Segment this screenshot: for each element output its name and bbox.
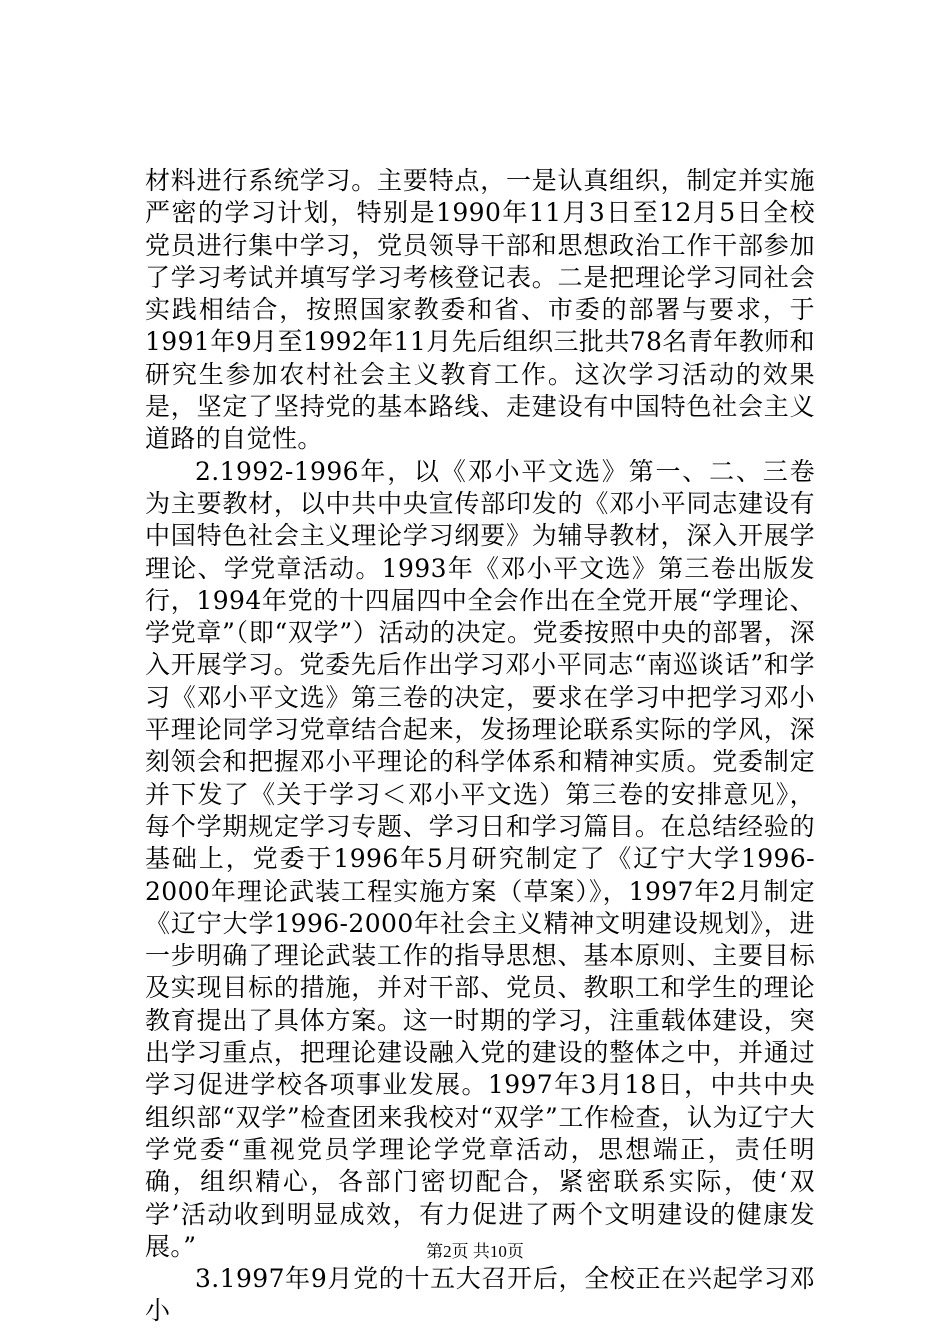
- paragraph-2: 2.1992-1996年，以《邓小平文选》第一、二、三卷为主要教材，以中共中央宣传部印发的《邓小平同志建设有中国特色社会主义理论学习纲要》为辅导教材，深入开展学理论、学党章活动。1993年《邓小平文选》第三卷出版发行，1994年党的十四届四中全会作出在全党开展“学理论、学党章”（即“双学”）活动的决定。党委按照中央的部署，深入开展学习。党委先后作出学习邓小平同志“南巡谈话”和学习《邓小平文选》第三卷的决定，要求在学习中把学习邓小平理论同学习党章结合起来，发扬理论联系实际的学风，深刻领会和把握邓小平理论的科学体系和精神实质。党委制定并下发了《关于学习＜邓小平文选）第三卷的安排意见》，每个学期规定学习专题、学习日和学习篇目。在总结经验的基础上，党委于1996年5月研究制定了《辽宁大学1996-2000年理论武装工程实施方案（草案）》，1997年2月制定《辽宁大学1996-2000年社会主义精神文明建设规划》，进一步明确了理论武装工作的指导思想、基本原则、主要目标及实现目标的措施，并对干部、党员、教职工和学生的理论教育提出了具体方案。这一时期的学习，注重载体建设，突出学习重点，把理论建设融入党的建设的整体之中，并通过学习促进学校各项事业发展。1997年3月18日，中共中央组织部“双学”检查团来我校对“双学”工作检查，认为辽宁大学党委“重视党员学理论学党章活动，思想端正，责任明确，组织精心，各部门密切配合，紧密联系实际，使‘双学’活动收到明显成效，有力促进了两个文明建设的健康发展。”: [145, 456, 815, 1261]
- document-body: [145, 165, 815, 1328]
- page-footer: 第2页 共10页: [426, 1242, 524, 1261]
- paragraph-3: 3.1997年9月党的十五大召开后，全校正在兴起学习邓小: [145, 1264, 815, 1326]
- paragraph-1: 材料进行系统学习。主要特点，一是认真组织，制定并实施严密的学习计划，特别是1990年11月3日至12月5日全校党员进行集中学习，党员领导干部和思想政治工作干部参加了学习考试并填写学习考核登记表。二是把理论学习同社会实践相结合，按照国家教委和省、市委的部署与要求，于1991年9月至1992年11月先后组织三批共78名青年教师和研究生参加农村社会主义教育工作。这次学习活动的效果是，坚定了坚持党的基本路线、走建设有中国特色社会主义道路的自觉性。: [145, 166, 815, 454]
